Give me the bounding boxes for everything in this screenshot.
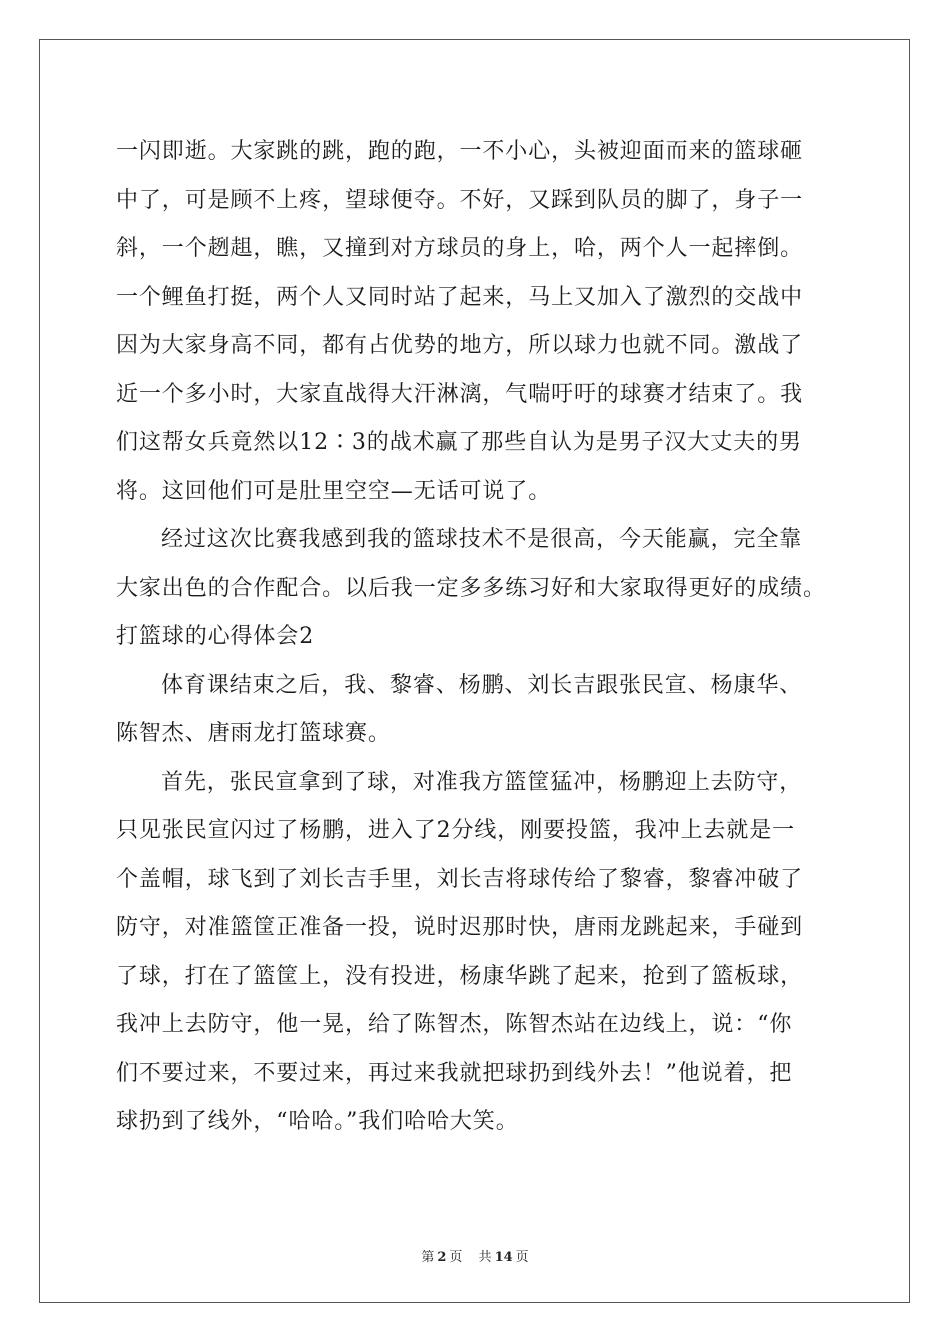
page-indicator	[418, 1250, 465, 1265]
document-body	[116, 128, 836, 1147]
text-line: 大家出色的合作配合。以后我一定多多练习好和大家取得更好的成绩。	[116, 575, 826, 601]
text-line: 防守，对准篮筐正准备一投，说时迟那时快，唐雨龙跳起来，手碰到	[116, 915, 804, 940]
paragraph	[116, 613, 836, 662]
text-line: 打篮球的心得体会2	[116, 624, 315, 649]
page-prefix: 第	[421, 1250, 435, 1265]
text-line: 们不要过来，不要过来，再过来我就把球扔到线外去！”他说着，把	[116, 1060, 793, 1086]
total-indicator	[476, 1250, 532, 1265]
text-line: 体育课结束之后，我、黎睿、杨鹏、刘长吉跟张民宣、杨康华、	[161, 672, 803, 698]
text-line: 球扔到了线外，“哈哈。”我们哈哈大笑。	[116, 1109, 519, 1134]
text-line: 陈智杰、唐雨龙打篮球赛。	[116, 721, 391, 746]
text-line: 近一个多小时，大家直战得大汗淋漓，气喘吁吁的球赛才结束了。我	[116, 381, 804, 407]
paragraph	[116, 516, 836, 613]
text-line: 个盖帽，球飞到了刘长吉手里，刘长吉将球传给了黎睿，黎睿冲破了	[116, 866, 804, 892]
page-footer	[0, 1246, 950, 1265]
text-line: 们这帮女兵竟然以12∶3的战术赢了那些自认为是男子汉大丈夫的男	[116, 430, 802, 455]
page-suffix: 页	[449, 1250, 463, 1265]
text-line: 首先，张民宣拿到了球，对准我方篮筐猛冲，杨鹏迎上去防守，	[161, 769, 803, 795]
paragraph	[116, 128, 836, 516]
total-pages: 14	[494, 1250, 513, 1265]
text-line: 了球，打在了篮筐上，没有投进，杨康华跳了起来，抢到了篮板球，	[116, 963, 804, 989]
text-line: 将。这回他们可是肚里空空—无话可说了。	[116, 478, 552, 504]
paragraph	[116, 759, 836, 1147]
text-line: 只见张民宣闪过了杨鹏，进入了2分线，刚要投篮，我冲上去就是一	[116, 818, 795, 843]
total-prefix: 共	[478, 1250, 492, 1265]
total-suffix: 页	[515, 1250, 529, 1265]
text-line: 因为大家身高不同，都有占优势的地方，所以球力也就不同。激战了	[116, 333, 804, 358]
text-line: 斜，一个趔趄，瞧，又撞到对方球员的身上，哈，两个人一起摔倒。	[116, 236, 804, 261]
text-line: 一闪即逝。大家跳的跳，跑的跑，一不小心，头被迎面而来的篮球砸	[116, 139, 804, 164]
page-number: 2	[437, 1250, 447, 1265]
text-line: 中了，可是顾不上疼，望球便夺。不好，又踩到队员的脚了，身子一	[116, 187, 804, 213]
text-line: 一个鲤鱼打挺，两个人又同时站了起来，马上又加入了激烈的交战中	[116, 284, 804, 310]
text-line: 经过这次比赛我感到我的篮球技术不是很高，今天能赢，完全靠	[161, 527, 803, 552]
text-line: 我冲上去防守，他一晃，给了陈智杰，陈智杰站在边线上，说：“你	[116, 1012, 793, 1037]
paragraph	[116, 662, 836, 759]
